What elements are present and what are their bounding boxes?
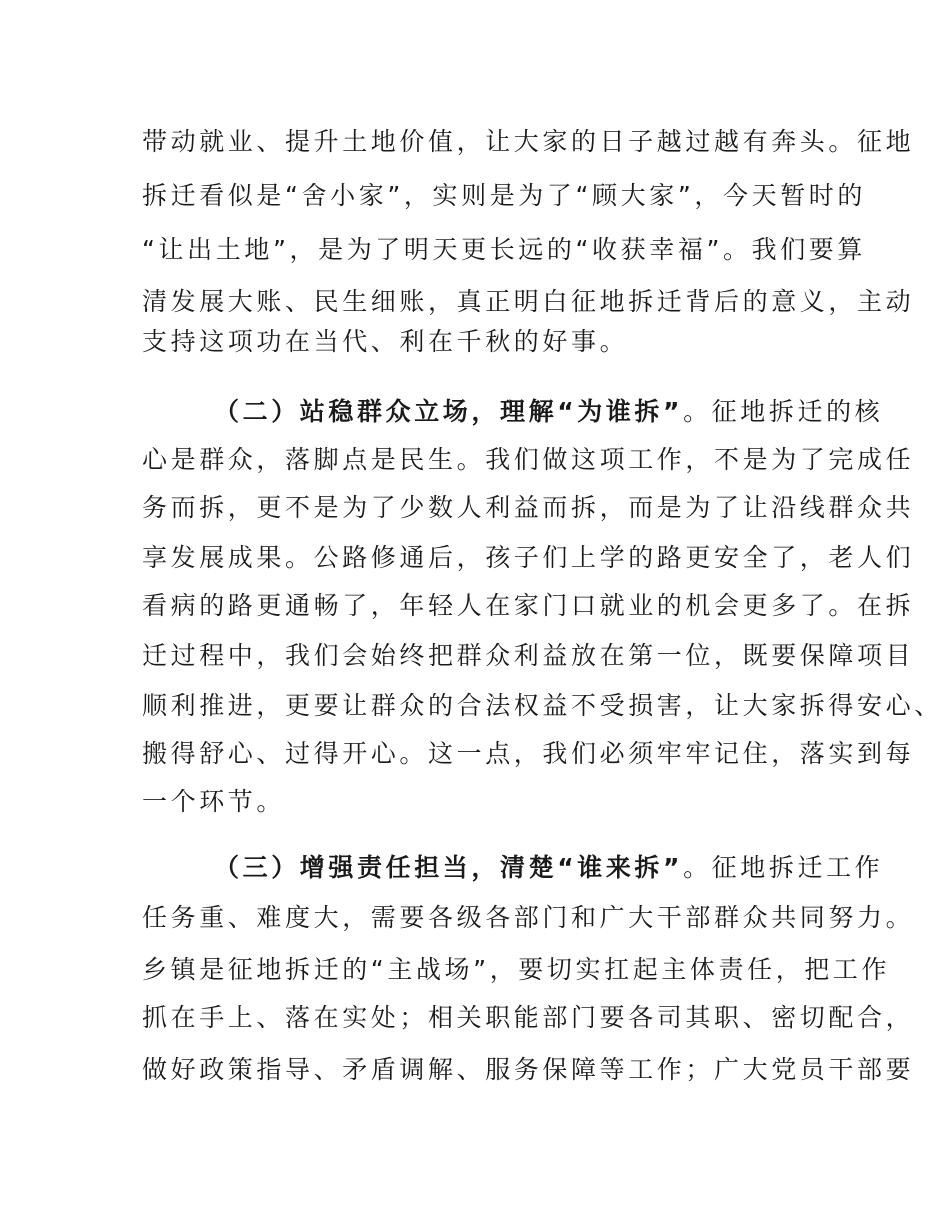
paragraph-3-line-5: 做好政策指导、矛盾调解、服务保障等工作；广大党员干部要 [142,1055,915,1084]
paragraph-2-line-9: 一个环节。 [142,787,286,816]
paragraph-3-heading: （三）增强责任担当，清楚“谁来拆” [214,853,684,882]
paragraph-3-line-2: 任务重、难度大，需要各级各部门和广大干部群众共同努力。 [142,903,915,932]
paragraph-2-first-line [214,396,914,428]
paragraph-3-line-4: 抓在手上、落在实处；相关职能部门要各司其职、密切配合， [142,1003,915,1032]
paragraph-2-line-6: 迁过程中，我们会始终把群众利益放在第一位，既要保障项目 [142,641,915,670]
paragraph-2-line-8: 搬得舒心、过得开心。这一点，我们必须牢牢记住，落实到每 [142,739,915,768]
paragraph-1-line-2: 拆迁看似是“舍小家”，实则是为了“顾大家”，今天暂时的 [142,181,867,210]
paragraph-2-line-3: 务而拆，更不是为了少数人利益而拆，而是为了让沿线群众共 [142,493,915,522]
paragraph-2-line-4: 享发展成果。公路修通后，孩子们上学的路更安全了，老人们 [142,543,915,572]
paragraph-1-line-1: 带动就业、提升土地价值，让大家的日子越过越有奔头。征地 [142,127,915,156]
paragraph-2-first-line-rest: 。征地拆迁的核 [683,397,884,426]
paragraph-3-first-line [214,852,914,884]
paragraph-2-line-5: 看病的路更通畅了，年轻人在家门口就业的机会更多了。在拆 [142,591,915,620]
paragraph-1-line-4: 清发展大账、民生细账，真正明白征地拆迁背后的意义，主动 [142,287,915,316]
paragraph-1-line-5: 支持这项功在当代、利在千秋的好事。 [142,327,629,356]
paragraph-1-line-3: “让出土地”，是为了明天更长远的“收获幸福”。我们要算 [142,235,867,264]
paragraph-3-first-line-rest: 。征地拆迁工作 [683,853,884,882]
paragraph-2-heading: （二）站稳群众立场，理解“为谁拆” [214,397,684,426]
paragraph-3-line-3: 乡镇是征地拆迁的“主战场”，要切实扛起主体责任，把工作 [142,955,891,984]
paragraph-2-line-2: 心是群众，落脚点是民生。我们做这项工作，不是为了完成任 [142,445,915,474]
paragraph-2-line-7: 顺利推进，更要让群众的合法权益不受损害，让大家拆得安心、 [142,691,943,720]
